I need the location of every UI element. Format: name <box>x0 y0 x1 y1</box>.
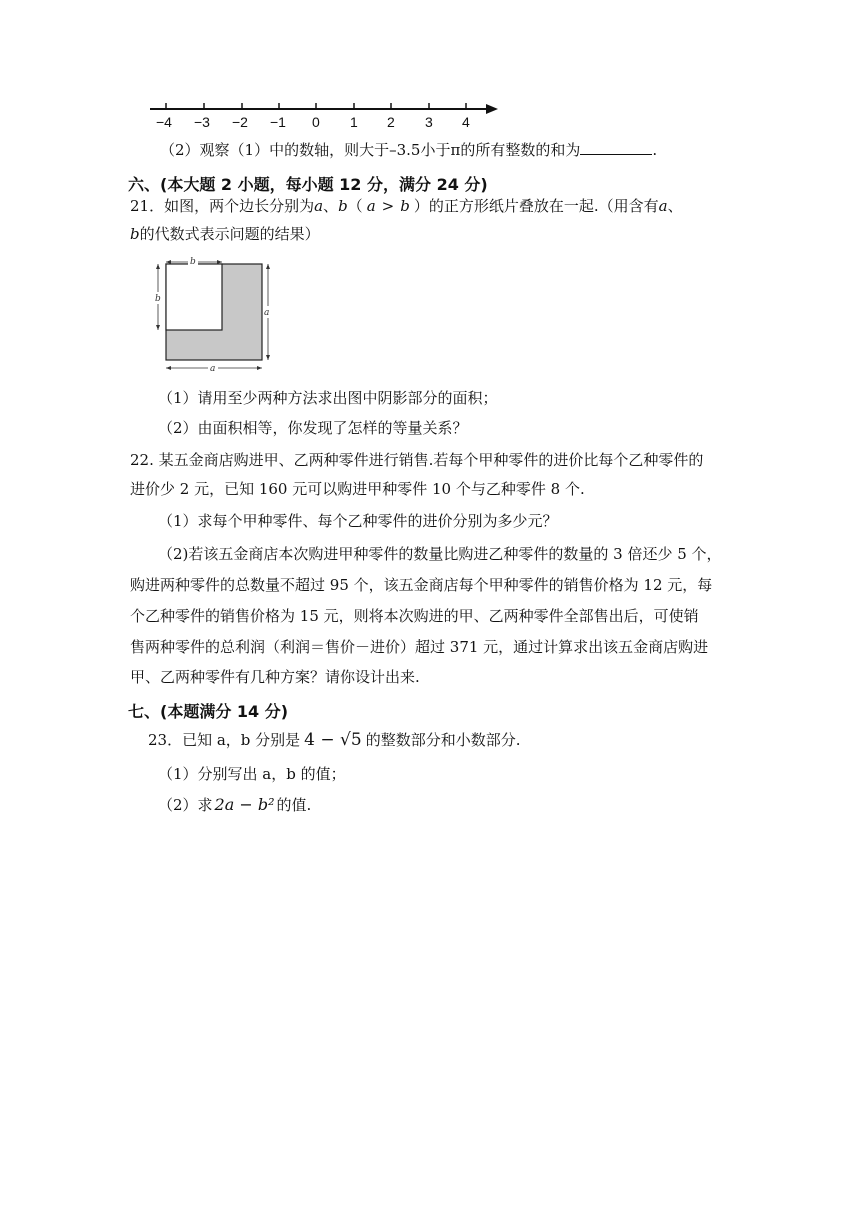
tick-label: 3 <box>425 114 433 130</box>
q23-stem: 23．已知 a，b 分别是 4 − √5 的整数部分和小数部分. <box>148 730 521 750</box>
label-right-a: a <box>264 308 270 318</box>
section-6-heading: 六、(本大题 2 小题，每小题 12 分，满分 24 分) <box>128 175 488 194</box>
q20-part2: （2）观察（1）中的数轴，则大于–3.5小于π的所有整数的和为 . <box>160 141 658 159</box>
tick-label: −3 <box>194 114 210 130</box>
q21-stem-line1: 21．如图，两个边长分别为a、b（ a > b ）的正方形纸片叠放在一起.（用含有a、 <box>130 197 683 215</box>
q22-stem-line1: 22. 某五金商店购进甲、乙两种零件进行销售.若每个甲种零件的进价比每个乙种零件的 <box>130 451 704 469</box>
q22-part1: （1）求每个甲种零件、每个乙种零件的进价分别为多少元？ <box>158 512 558 530</box>
answer-blank <box>580 140 652 155</box>
tick-label: 0 <box>312 114 320 130</box>
number-line-arrow <box>486 104 498 114</box>
q22-part2-line3: 个乙种零件的销售价格为 15 元，则将本次购进的甲、乙两种零件全部售出后，可使销 <box>130 607 699 625</box>
tick-label: −2 <box>232 114 248 130</box>
section-7-heading: 七、(本题满分 14 分) <box>128 702 289 721</box>
q22-part2-line2: 购进两种零件的总数量不超过 95 个，该五金商店每个甲种零件的销售价格为 12 元，每 <box>130 576 713 594</box>
label-bottom-a: a <box>210 364 216 374</box>
label-top-b: b <box>190 257 196 267</box>
expr-4-minus-sqrt5: 4 − √5 <box>304 730 362 750</box>
tick-label: −4 <box>156 114 172 130</box>
q22-part2-line5: 甲、乙两种零件有几种方案？请你设计出来. <box>130 668 420 686</box>
q21-part1: （1）请用至少两种方法求出图中阴影部分的面积； <box>158 389 498 407</box>
q21-stem-line2: b的代数式表示问题的结果） <box>130 225 320 243</box>
q23-part1: （1）分别写出 a，b 的值； <box>158 765 346 783</box>
label-left-b: b <box>155 294 161 304</box>
q23-part2: （2）求 2a − b² 的值. <box>158 795 312 814</box>
overlapping-squares-figure <box>150 254 276 378</box>
tick-label: 4 <box>462 114 470 130</box>
q21-part2: （2）由面积相等，你发现了怎样的等量关系？ <box>158 419 468 437</box>
tick-label: −1 <box>270 114 286 130</box>
tick-label: 2 <box>387 114 395 130</box>
small-square-b <box>166 264 222 330</box>
q22-part2-line1: （2)若该五金商店本次购进甲种零件的数量比购进乙种零件的数量的 3 倍还少 5 个， <box>158 545 722 563</box>
q22-stem-line2: 进价少 2 元，已知 160 元可以购进甲种零件 10 个与乙种零件 8 个. <box>130 480 585 498</box>
q22-part2-line4: 售两种零件的总利润（利润＝售价－进价）超过 371 元，通过计算求出该五金商店购进 <box>130 638 709 656</box>
expr-2a-minus-b-squared: 2a − b² <box>214 795 275 814</box>
tick-label: 1 <box>350 114 358 130</box>
